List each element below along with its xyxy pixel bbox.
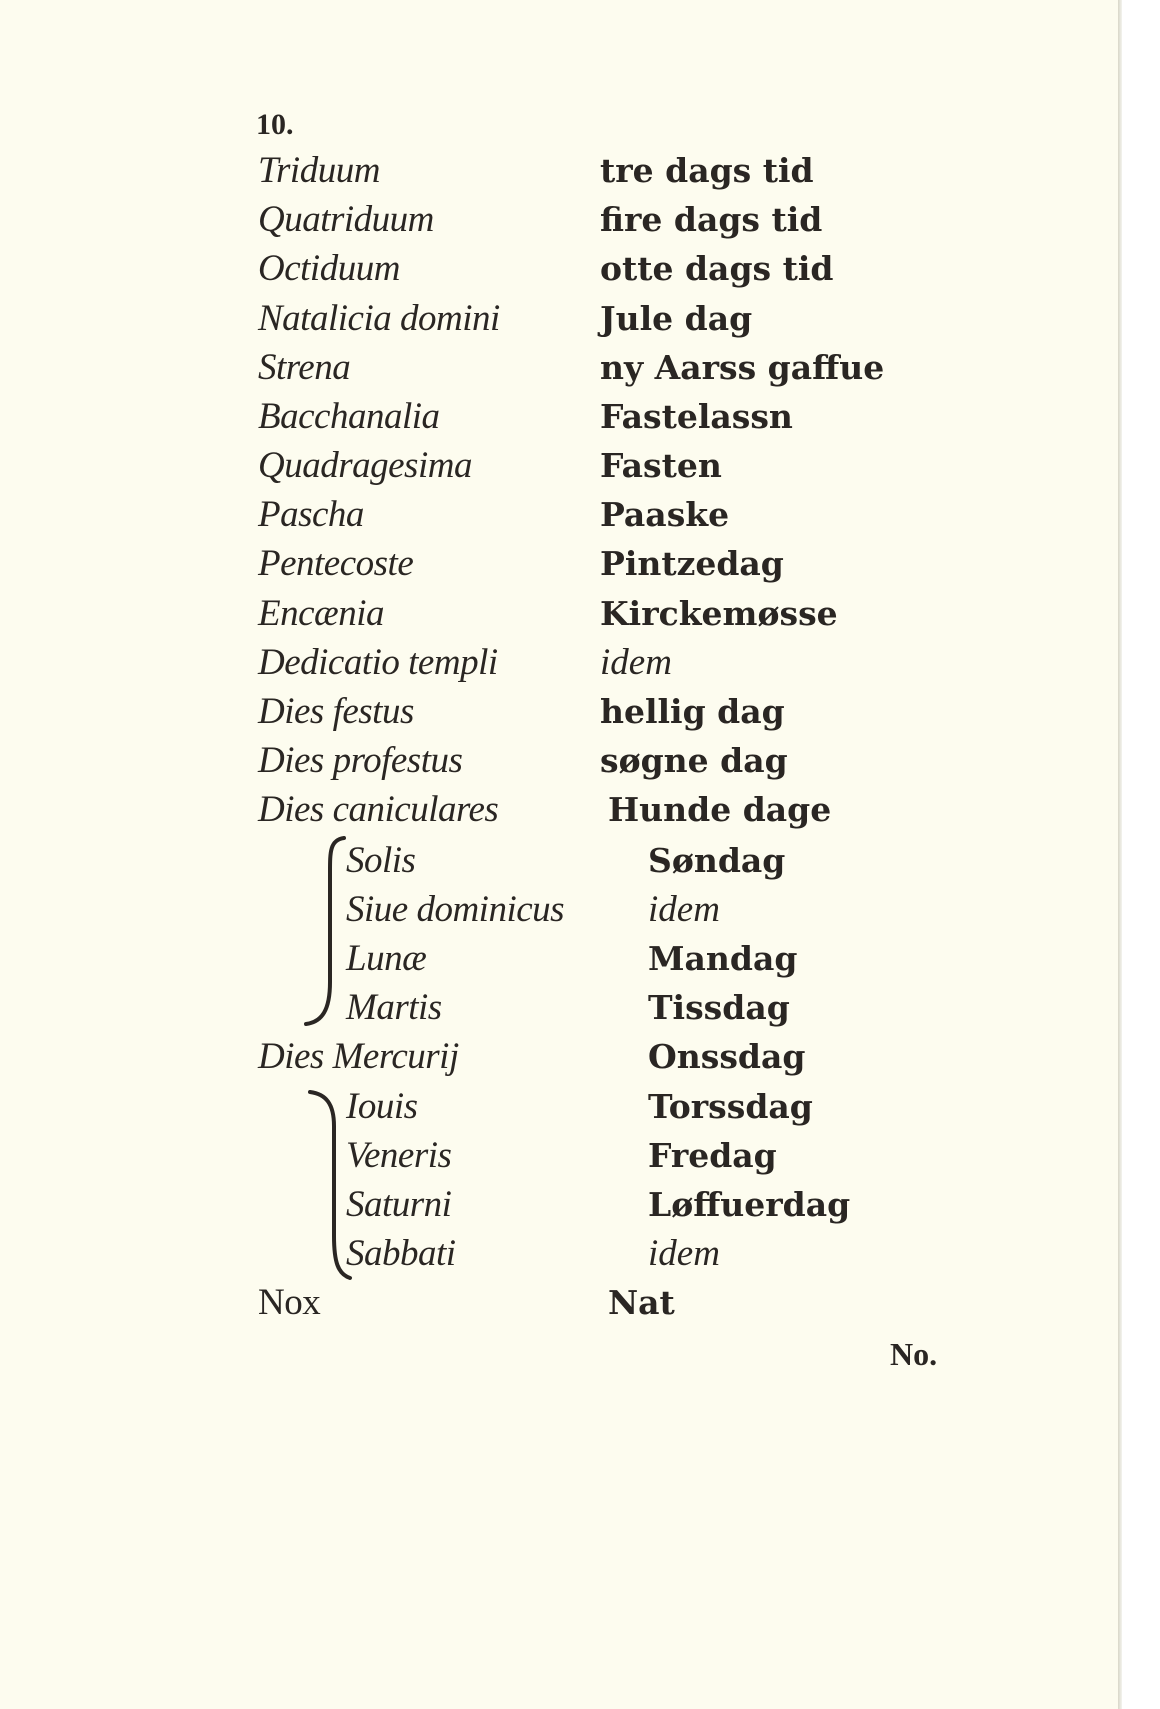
weekday-latin: Martis [346, 987, 442, 1028]
weekday-latin: Lunæ [346, 938, 427, 979]
latin-term: Quadragesima [258, 445, 472, 486]
catchword: No. [890, 1336, 938, 1372]
weekday-danish: Tissdag [648, 988, 790, 1027]
weekday-latin: Sabbati [346, 1233, 456, 1274]
danish-term: idem [600, 642, 672, 683]
danish-term: fire dags tid [600, 200, 823, 239]
latin-term: Dies Mercurij [258, 1036, 459, 1077]
danish-term: Jule dag [600, 299, 753, 338]
danish-term: Nat [608, 1283, 675, 1322]
latin-term: Encænia [258, 593, 384, 634]
danish-term: Fasten [600, 446, 722, 485]
page-edge [1118, 0, 1122, 1709]
latin-term: Natalicia domini [258, 298, 500, 339]
latin-term: Nox [258, 1282, 321, 1323]
weekday-latin: Veneris [346, 1135, 452, 1176]
danish-term: Pintzedag [600, 544, 784, 583]
danish-term: Paaske [600, 495, 730, 534]
latin-term: Triduum [258, 150, 380, 191]
weekday-danish: idem [648, 1233, 720, 1274]
latin-term: Octiduum [258, 248, 400, 289]
danish-term: Hunde dage [608, 790, 832, 829]
latin-term: Pentecoste [258, 543, 414, 584]
latin-term: Pascha [258, 494, 364, 535]
weekday-danish: Torssdag [648, 1087, 813, 1126]
danish-term: Onssdag [648, 1037, 806, 1076]
latin-term: Dies profestus [258, 740, 463, 781]
weekday-danish: Fredag [648, 1136, 777, 1175]
weekday-danish: idem [648, 889, 720, 930]
latin-term: Strena [258, 347, 351, 388]
latin-term: Dies festus [258, 691, 414, 732]
danish-term: Fastelassn [600, 397, 793, 436]
latin-term: Bacchanalia [258, 396, 440, 437]
weekday-latin: Saturni [346, 1184, 452, 1225]
danish-term: otte dags tid [600, 249, 834, 288]
weekday-danish: Mandag [648, 939, 798, 978]
weekday-danish: Løffuerdag [648, 1185, 851, 1224]
latin-term: Quatriduum [258, 199, 434, 240]
danish-term: Kirckemøsse [600, 594, 838, 633]
danish-term: søgne dag [600, 741, 788, 780]
danish-term: tre dags tid [600, 151, 814, 190]
danish-term: hellig dag [600, 692, 785, 731]
weekday-latin: Iouis [346, 1086, 418, 1127]
latin-term: Dedicatio templi [258, 642, 498, 683]
latin-term: Dies caniculares [258, 789, 499, 830]
left-brace [300, 832, 350, 1032]
weekday-latin: Solis [346, 840, 416, 881]
page-number: 10. [256, 108, 294, 141]
weekday-latin: Siue dominicus [346, 889, 565, 930]
danish-term: ny Aarss gaffue [600, 348, 885, 387]
weekday-danish: Søndag [648, 841, 786, 880]
